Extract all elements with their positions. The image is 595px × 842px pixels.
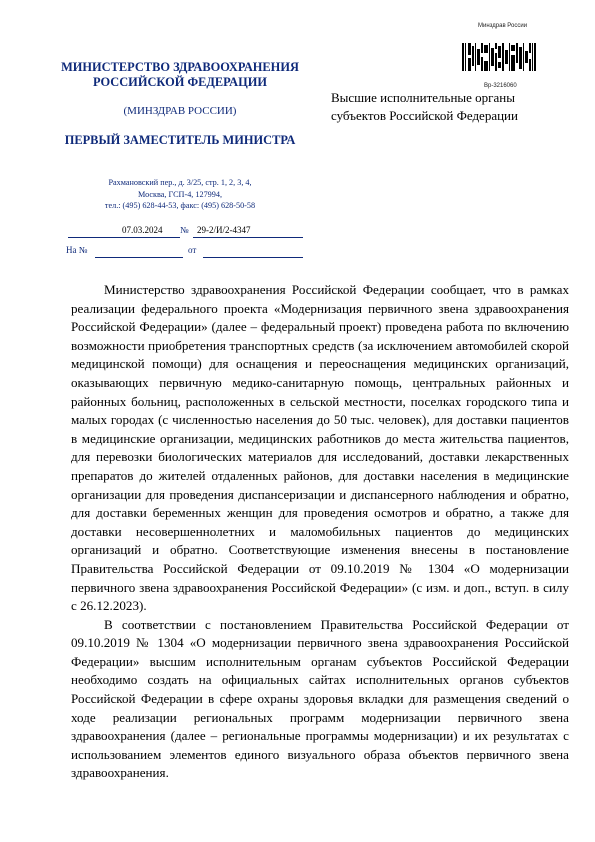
number-sign: №	[180, 225, 189, 235]
body-paragraph: Министерство здравоохранения Российской Федерации сообщает, что в рамках реализации федерального проекта «Модернизация первичного звена здравоохранения Российской Федерации» (далее – федеральный проект) проведена работа по включению возможности приобретения транспортных средств (за исключением автомобилей скорой медицинской помощи) для оснащения и переоснащения медицинских организаций, оказывающих первичную медико-санитарную помощь, центральных районных и районных больниц, расположенных в сельской местности, поселках городского типа и малых городах (с численностью населения до 50 тыс. человек), для доставки пациентов в медицинские организации, медицинских работников до места жительства пациентов, для перевозки биологических материалов для исследований, доставки лекарственных препаратов до жителей отдаленных районов, для доставки населения в медицинские организации для проведения диспансеризации и диспансерного наблюдения и обратно, для доставки беременных женщин для проведения осмотров и обратно, а также для доставки несовершеннолетних и маломобильных пациентов до медицинских организаций и обратно. Соответствующие изменения внесены в постановление Правительства Российской Федерации от 09.10.2019 № 1304 «О модернизации первичного звена здравоохранения Российской Федерации» (с изм. и доп., вступ. в силу с 26.12.2023).	[71, 282, 569, 614]
from-underline	[203, 257, 303, 258]
address-phone: тел.: (495) 628-44-53, факс: (495) 628-50-58	[104, 201, 256, 210]
sender-position: ПЕРВЫЙ ЗАМЕСТИТЕЛЬ МИНИСТРА	[64, 133, 296, 147]
body-paragraph: В соответствии с постановлением Правительства Российской Федерации от 09.10.2019 № 1304 «О модернизации первичного звена здравоохранения Российской Федерации» высшим исполнительным органам субъектов Российской Федерации необходимо создать на официальных сайтах исполнительных органов субъектов Российской Федерации в сфере охраны здоровья вкладки для размещения сведений о ходе реализации региональных программ модернизации первичного звена здравоохранения (далее – региональные программы модернизации) и их результатах с использованием элементов единого визуального образа объектов первичного звена здравоохранения.	[71, 616, 569, 781]
document-date: 07.03.2024	[122, 225, 163, 235]
barcode-image	[462, 43, 536, 71]
in-reply-label: На №	[66, 245, 88, 255]
stamp-org: Минздрав России	[478, 23, 528, 29]
incoming-reference	[60, 245, 310, 261]
ministry-address	[60, 177, 300, 212]
date-underline	[68, 237, 180, 238]
addressee-line: Высшие исполнительные органы	[331, 90, 515, 105]
stamp-registration-number: Вр-3216060	[484, 83, 517, 89]
from-label: от	[188, 245, 197, 255]
outgoing-registration	[60, 223, 310, 239]
document-number: 29-2/И/2-4347	[197, 225, 251, 235]
letter-body	[71, 281, 569, 783]
in-reply-underline	[95, 257, 183, 258]
address-line: Рахмановский пер., д. 3/25, стр. 1, 2, 3, 4,	[108, 178, 252, 187]
number-underline	[193, 237, 303, 238]
addressee	[331, 89, 551, 125]
addressee-line: субъектов Российской Федерации	[331, 108, 518, 123]
ministry-name: МИНИСТЕРСТВО ЗДРАВООХРАНЕНИЯ РОССИЙСКОЙ ФЕДЕРАЦИИ	[61, 60, 299, 89]
address-line: Москва, ГСП-4, 127994,	[138, 189, 222, 199]
ministry-short-name: (МИНЗДРАВ РОССИИ)	[123, 105, 237, 117]
